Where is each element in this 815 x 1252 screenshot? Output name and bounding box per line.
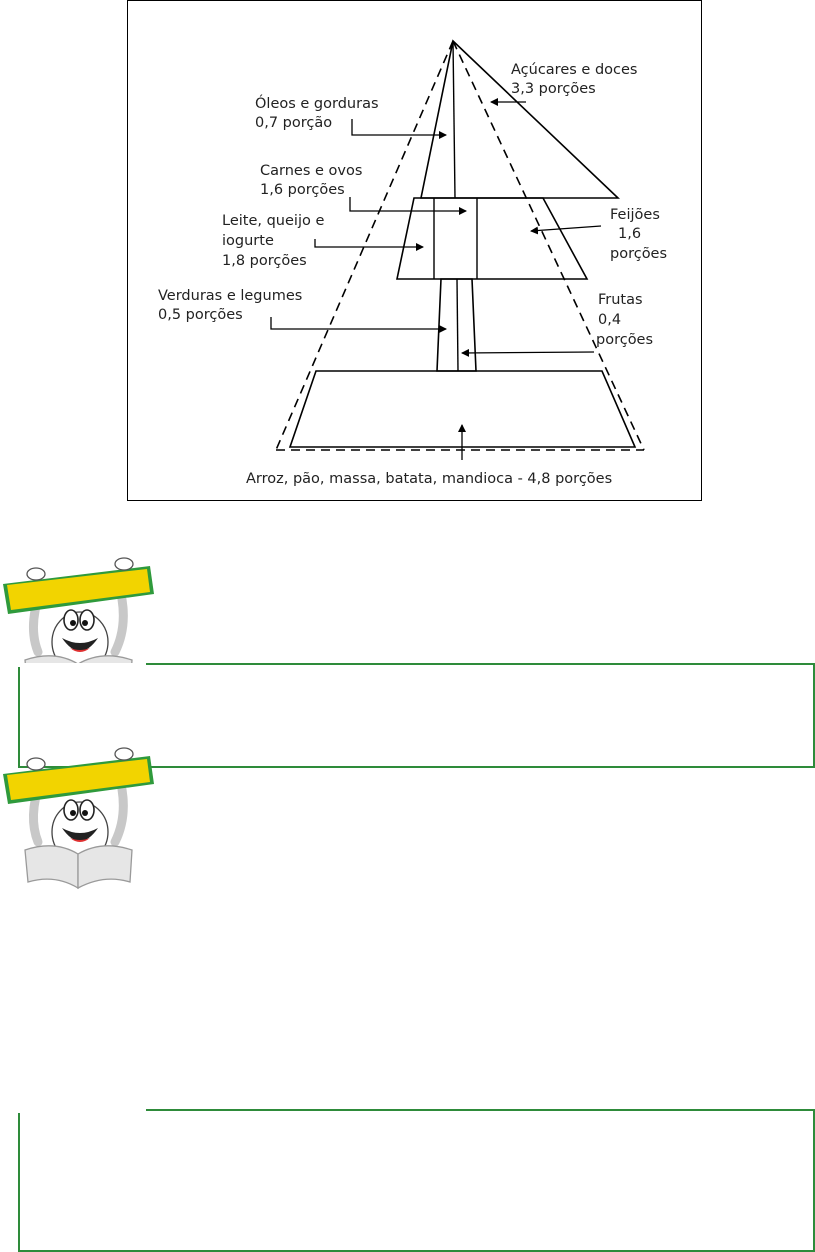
label-vegetables-name: Verduras e legumes bbox=[158, 288, 303, 304]
arrow-beans bbox=[531, 226, 601, 231]
svg-text:Arroz, pão, massa, batata, man bbox=[246, 471, 612, 487]
label-sugars-portions: 3,3 porções bbox=[511, 81, 596, 97]
arrow-oils bbox=[352, 119, 446, 135]
svg-text:0,4 bbox=[598, 312, 621, 328]
food-pyramid-diagram bbox=[128, 1, 703, 502]
svg-text:Verduras e legumes bbox=[158, 288, 302, 304]
label-oils-name: Óleos e gorduras bbox=[255, 96, 379, 112]
svg-text:1,6 bbox=[618, 226, 641, 242]
svg-text:Feijões bbox=[610, 207, 660, 223]
arrow-fruits bbox=[462, 352, 594, 353]
svg-text:0,7 porção bbox=[255, 115, 332, 131]
note-box bbox=[18, 1109, 815, 1252]
svg-text:Açúcares e doces bbox=[511, 62, 637, 78]
label-milk-portions: 1,8 porções bbox=[222, 253, 307, 269]
svg-text:porções bbox=[596, 332, 653, 348]
label-vegetables-portions: 0,5 porções bbox=[158, 307, 243, 323]
mascot-reading-icon bbox=[0, 742, 160, 892]
middle-trapezoid bbox=[397, 198, 587, 279]
food-pyramid-figure bbox=[127, 0, 702, 501]
label-meat-portions: 1,6 porções bbox=[260, 182, 345, 198]
label-oils-portions: 0,7 porção bbox=[255, 115, 333, 131]
svg-text:3,3 porções bbox=[511, 81, 596, 97]
label-milk-name-cont: iogurte bbox=[222, 233, 274, 249]
svg-text:Frutas bbox=[598, 292, 643, 308]
svg-text:1,8 porções bbox=[222, 253, 307, 269]
label-beans-unit: porções bbox=[610, 246, 668, 262]
oils-section bbox=[453, 41, 455, 198]
label-fruits-unit: porções bbox=[596, 332, 654, 348]
label-beans-value: 1,6 bbox=[618, 226, 642, 242]
stem-divider bbox=[457, 279, 458, 371]
svg-text:porções bbox=[610, 246, 667, 262]
note-box-notch bbox=[18, 663, 146, 667]
label-fruits-name: Frutas bbox=[598, 292, 643, 308]
label-sugars-name: Açúcares e doces bbox=[511, 62, 638, 78]
svg-text:iogurte bbox=[222, 233, 274, 249]
svg-text:0,5 porções bbox=[158, 307, 243, 323]
label-beans-name: Feijões bbox=[610, 207, 660, 223]
arrow-meat bbox=[350, 197, 466, 211]
arrow-vegetables bbox=[271, 317, 446, 329]
label-meat-name: Carnes e ovos bbox=[260, 163, 363, 179]
note-box-notch bbox=[18, 1109, 146, 1113]
label-milk-name: Leite, queijo e bbox=[222, 213, 325, 229]
arrow-milk bbox=[315, 239, 423, 247]
label-fruits-value: 0,4 bbox=[598, 312, 622, 328]
svg-text:Óleos e gorduras bbox=[255, 94, 379, 112]
svg-text:1,6 porções bbox=[260, 182, 345, 198]
label-base-grains: Arroz, pão, massa, batata, mandioca - 4,8 porções bbox=[246, 471, 613, 487]
svg-text:Leite, queijo e bbox=[222, 213, 324, 229]
svg-text:Carnes e ovos bbox=[260, 163, 362, 179]
